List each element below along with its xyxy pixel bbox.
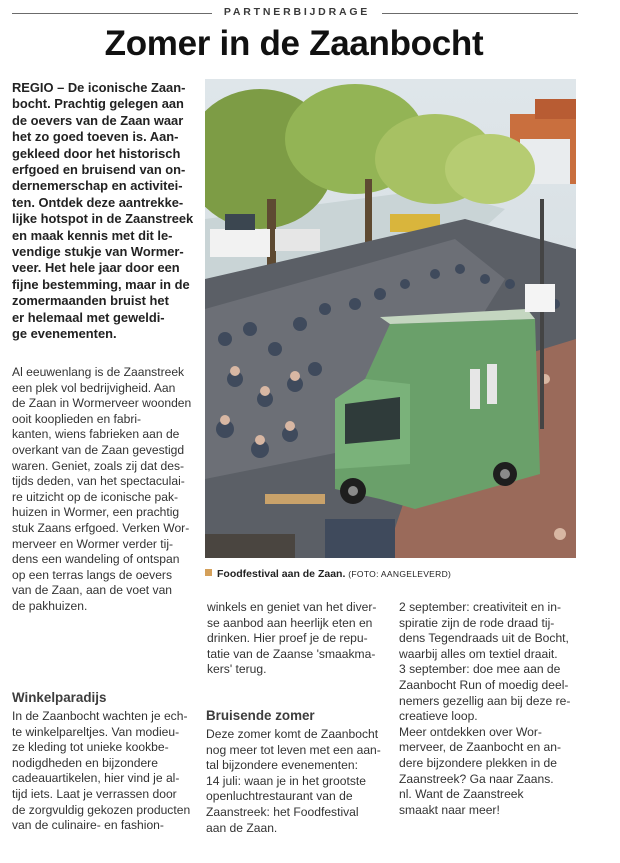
text-line: ze kleding tot unieke kookbe- [12,740,169,755]
text-line: dere bijzondere plekken in de [399,755,557,770]
body-column-2 [207,600,393,678]
text-line: merveer en Wormer verder tij- [12,536,174,551]
text-line: nog meer tot leven met een aan- [206,742,381,757]
text-line: veer. Het hele jaar door een [12,260,180,276]
text-line: nodigdheden en bijzondere [12,755,158,770]
text-line: de pakhuizen. [12,598,88,613]
subhead-bruisende-zomer: Bruisende zomer [206,708,315,723]
text-line: merveer, de Zaanbocht en an- [399,740,562,755]
subhead-winkelparadijs: Winkelparadijs [12,690,107,705]
caption-credit: (FOTO: AANGELEVERD) [348,569,452,579]
article-headline: Zomer in de Zaanbocht [104,24,484,63]
text-line: cadeauartikelen, hier vind je al- [12,771,180,786]
text-line: Zaanstreek? Ga naar Zaans. [399,771,554,786]
text-line: gekleed door het historisch [12,145,181,161]
text-line: vendige stukje van Wormer- [12,244,184,260]
text-line: nemers gezellig aan bij deze re- [399,693,571,708]
text-line: stuk Zaans erfgoed. Verken Wor- [12,520,190,535]
text-line: re uitzicht op de iconische pak- [12,489,179,504]
festival-photo-illustration [205,79,576,558]
text-line: de zorgvuldig gekozen producten [12,802,191,817]
text-line: Al eeuwenlang is de Zaanstreek [12,365,185,379]
text-line: aan de Zaan. [206,820,278,835]
text-line: 3 september: doe mee aan de [399,662,561,677]
text-line: dens een wandeling of ontspan [12,552,180,567]
body-column-3 [399,600,579,818]
text-line: van de culinaire- en fashion- [12,818,164,833]
text-line: dens Tegendraads uit de Bocht, [399,631,569,646]
caption-title: Foodfestival aan de Zaan. [217,568,346,580]
text-line: creatieve loop. [399,709,478,724]
text-line: nl. Want de Zaanstreek [399,787,524,802]
text-line: dernemerschap en activitei- [12,178,183,194]
text-line: van de Zaan, aan de voet van [12,583,173,598]
kicker-label: PARTNERBIJDRAGE [223,6,371,18]
text-line: REGIO – De iconische Zaan- [12,80,186,95]
text-line: Zaanbocht Run of moedig deel- [399,677,569,692]
text-line: winkels en geniet van het diver- [207,600,377,614]
text-line: ten. Ontdek deze aantrekke- [12,194,184,210]
text-line: ge evenementen. [12,326,117,342]
text-line: Deze zomer komt de Zaanbocht [206,727,379,741]
text-line: 2 september: creativiteit en in- [399,600,561,614]
body-column-2b [206,727,392,836]
text-line: drinken. Hier proef je de repu- [207,631,368,646]
text-line: waarbij alles om textiel draait. [399,646,558,661]
photo-caption [205,568,451,580]
text-line: 14 juli: waan je in het grootste [206,773,367,788]
text-line: smaakt naar meer! [399,802,500,817]
text-line: tatie van de Zaanse 'smaakma- [207,646,376,661]
text-line: op een terras langs de oevers [12,567,173,582]
text-line: te winkelpareltjes. Van modieu- [12,724,180,739]
text-line: huizen in Wormer, een prachtig [12,505,180,520]
text-line: spiratie zijn de rode draad tij- [399,615,555,630]
text-line: fijne bestemming, maar in de [12,276,190,292]
text-line: bocht. Prachtig gelegen aan [12,96,184,112]
text-line: zomermaanden bruist het [12,293,169,309]
text-line: en maak kennis met dit le- [12,227,173,243]
text-line: lijke hotspot in de Zaanstreek [12,211,194,227]
body-column-1 [12,365,204,615]
intro-paragraph [12,80,204,343]
text-line: openluchtrestaurant van de [206,789,353,804]
text-line: waren. Geniet, zoals zij dat des- [12,458,185,473]
text-line: het zo goed toeven is. Aan- [12,129,179,145]
text-line: ooit kooplieden en fabri- [12,411,142,426]
text-line: Zaanstreek: het Foodfestival [206,804,359,819]
caption-marker [205,569,212,576]
text-line: se aanbod aan heerlijk eten en [207,615,373,630]
text-line: de Zaan in Wormerveer woonden [12,396,192,411]
text-line: kanten, wiens fabrieken aan de [12,427,180,442]
text-line: tijd iets. Laat je verrassen door [12,786,177,801]
festival-photo [205,79,576,558]
body-column-1b [12,709,204,834]
text-line: tijds deden, van het spectaculai- [12,474,185,489]
text-line: een plek vol bedrijvigheid. Aan [12,380,176,395]
text-line: er helemaal met geweldi- [12,309,165,325]
text-line: Meer ontdekken over Wor- [399,724,542,739]
text-line: tal bijzondere evenementen: [206,758,358,773]
text-line: overkant van de Zaan gevestigd [12,442,185,457]
text-line: kers' terug. [207,662,267,677]
text-line: In de Zaanbocht wachten je ech- [12,709,188,723]
text-line: erfgoed en bruisend van on- [12,162,186,178]
text-line: de oevers van de Zaan waar [12,112,184,128]
